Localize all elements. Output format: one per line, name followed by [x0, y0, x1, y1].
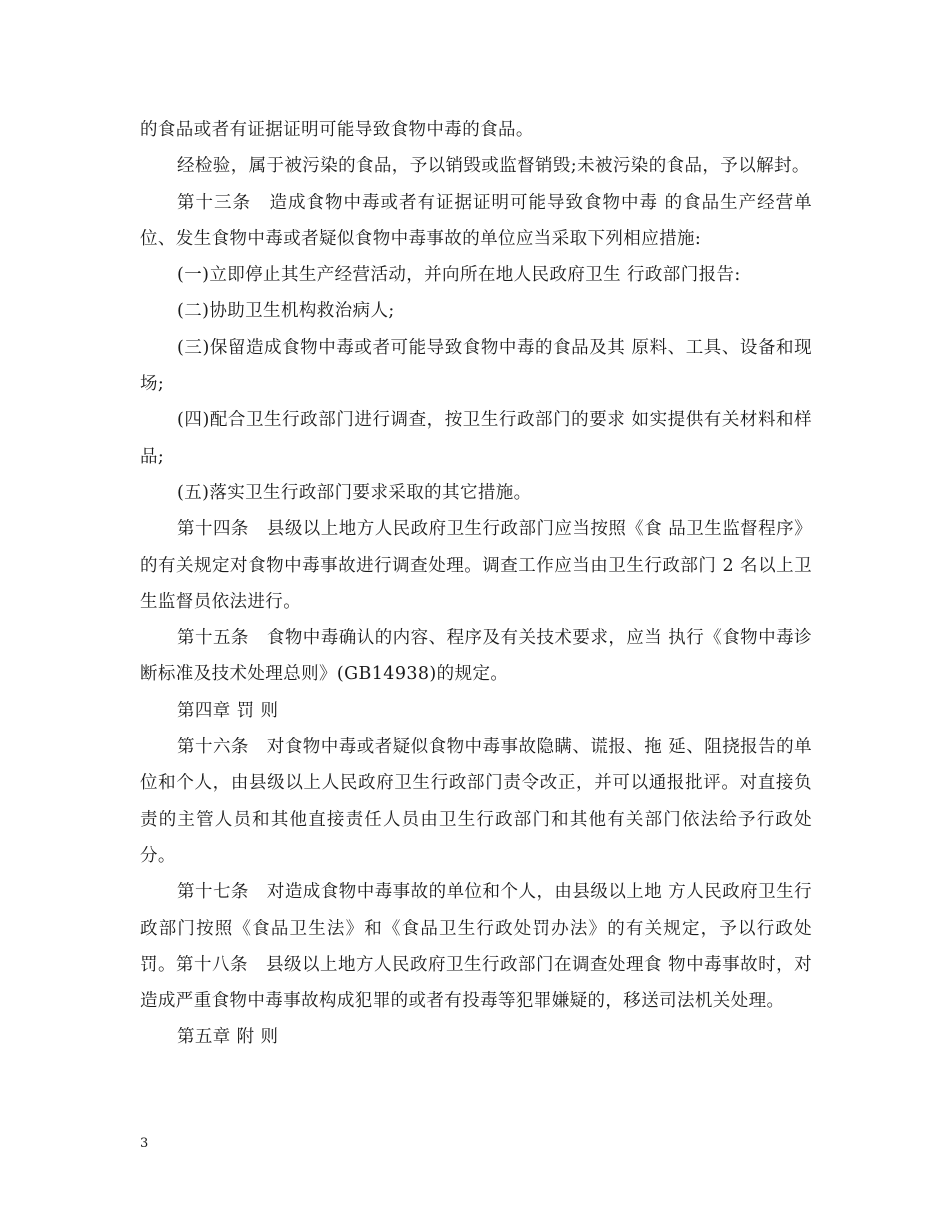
- list-item-measure-1: (一)立即停止其生产经营活动，并向所在地人民政府卫生 行政部门报告:: [177, 265, 741, 286]
- paragraph-inspection: 经检验，属于被污染的食品，予以销毁或监督销毁;未被污染的食品，予以解封。: [177, 156, 810, 177]
- list-item-measure-2: (二)协助卫生机构救治病人;: [177, 301, 395, 322]
- paragraph-article-13: 第十三条 造成食物中毒或者有证据证明可能导致食物中毒 的食品生产经营单位、发生食物中毒或者疑似食物中毒事故的单位应当采取下列相应措施:: [140, 192, 812, 249]
- document-body: [140, 112, 812, 1056]
- chapter-heading-4: 第四章 罚 则: [177, 700, 279, 721]
- paragraph-article-15: 第十五条 食物中毒确认的内容、程序及有关技术要求，应当 执行《食物中毒诊断标准及技术处理总则》(GB14938)的规定。: [140, 628, 812, 685]
- list-item-measure-3: (三)保留造成食物中毒或者可能导致食物中毒的食品及其 原料、工具、设备和现场;: [140, 337, 812, 395]
- chapter-heading-5: 第五章 附 则: [177, 1027, 279, 1048]
- list-item-measure-4: (四)配合卫生行政部门进行调查，按卫生行政部门的要求 如实提供有关材料和样品;: [140, 410, 812, 467]
- paragraph-continuation: 的食品或者有证据证明可能导致食物中毒的食品。: [140, 120, 534, 140]
- paragraph-article-14: 第十四条 县级以上地方人民政府卫生行政部门应当按照《食 品卫生监督程序》的有关规定对食物中毒事故进行调查处理。调查工作应当由卫生行政部门 2 名以上卫生监督员依法进行。: [140, 519, 812, 612]
- list-item-measure-5: (五)落实卫生行政部门要求采取的其它措施。: [177, 482, 532, 503]
- paragraph-article-16: 第十六条 对食物中毒或者疑似食物中毒事故隐瞒、谎报、拖 延、阻挠报告的单位和个人，由县级以上人民政府卫生行政部门责令改正，并可以通报批评。对直接负责的主管人员和其他直接责任人员由卫生行政部门和其他有关部门依法给予行政处分。: [140, 737, 812, 866]
- paragraph-article-17-18: 第十七条 对造成食物中毒事故的单位和个人，由县级以上地 方人民政府卫生行政部门按照《食品卫生法》和《食品卫生行政处罚办法》的有关规定，予以行政处罚。第十八条 县级以上地方人民政府卫生行政部门在调查处理食 物中毒事故时，对造成严重食物中毒事故构成犯罪的或者有投毒等犯罪嫌疑的，移送司法机关处理。: [140, 882, 812, 1012]
- page-number: 3: [140, 1136, 149, 1151]
